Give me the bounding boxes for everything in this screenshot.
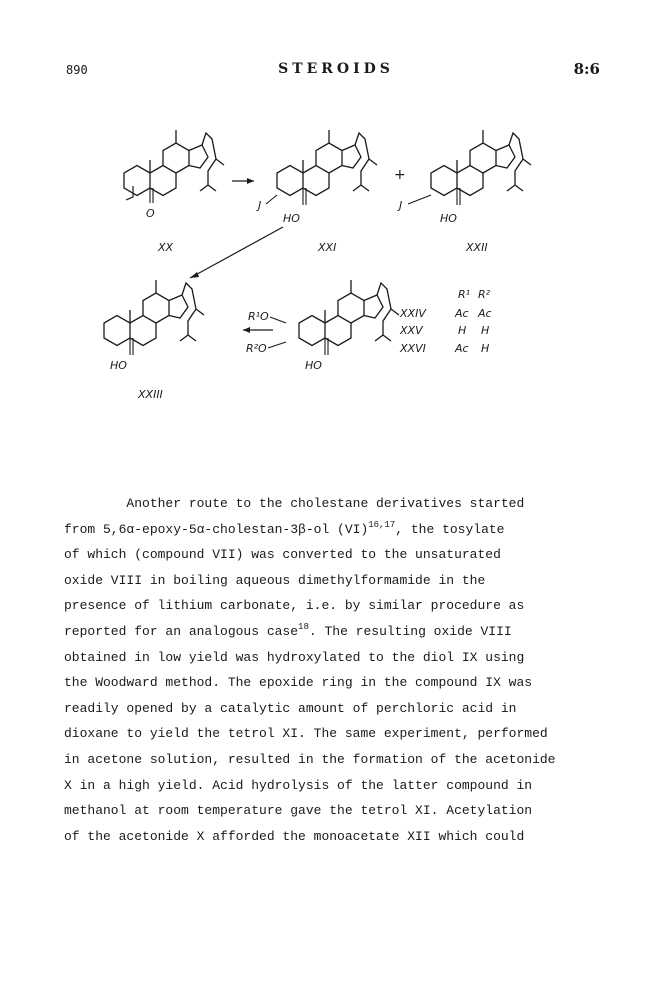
structure-xx	[124, 130, 224, 220]
structure-xxiv-xxvi	[246, 280, 399, 372]
text-line: X in a high yield. Acid hydrolysis of the latter compound in	[64, 777, 533, 793]
text-line: of the acetonide X afforded the monoacetate XII which could	[64, 828, 525, 844]
text-line: in acetone solution, resulted in the formation of the acetonide	[64, 751, 556, 767]
text-line-start: from 5,6α-epoxy-5α-cholestan-3β-ol (VI)	[64, 521, 369, 537]
text-line-end: , the tosylate	[395, 521, 505, 537]
text-line-end: . The resulting oxide VIII	[308, 623, 512, 639]
table-header-r2: R²	[478, 288, 491, 301]
table-row-r2: H	[481, 324, 490, 337]
text-line	[64, 517, 624, 543]
table-row-compound: XXIV	[400, 307, 426, 320]
label-ho-xxii: HO	[440, 212, 457, 225]
text-line-start: reported for an analogous case	[64, 623, 299, 639]
text-line: dioxane to yield the tetrol XI. The same experiment, performed	[64, 726, 548, 742]
text-line	[64, 619, 624, 645]
page-number: 890	[66, 63, 88, 77]
structure-xxi	[256, 130, 377, 225]
structure-xxiii	[104, 280, 204, 372]
label-r2o: R²O	[246, 342, 267, 355]
text-line: methanol at room temperature gave the tetrol XI. Acetylation	[64, 803, 533, 819]
table-header-r1: R¹	[458, 288, 471, 301]
label-ho-xxiii: HO	[110, 359, 127, 372]
table-row-r1: H	[458, 324, 467, 337]
compound-label-xxiii: XXIII	[138, 388, 163, 401]
table-row-r2: Ac	[478, 307, 492, 320]
text-line: presence of lithium carbonate, i.e. by similar procedure as	[64, 598, 525, 614]
compound-label-xxii: XXII	[466, 241, 488, 254]
label-ho-xxi: HO	[283, 212, 300, 225]
text-line: readily opened by a catalytic amount of perchloric acid in	[64, 700, 517, 716]
text-line: of which (compound VII) was converted to the unsaturated	[64, 547, 501, 563]
structure-xxii	[397, 130, 531, 225]
label-j-xxii: J	[399, 199, 403, 212]
body-paragraph	[64, 491, 624, 849]
table-row-r1: Ac	[455, 307, 469, 320]
label-j-xxi: J	[258, 199, 262, 212]
table-row-compound: XXVI	[400, 342, 426, 355]
label-ho-xxiv: HO	[305, 359, 322, 372]
text-line: Another route to the cholestane derivatives started	[64, 496, 525, 511]
reaction-scheme	[0, 0, 672, 430]
compound-label-xxi: XXI	[318, 241, 337, 254]
table-row-r2: H	[481, 342, 490, 355]
arrow-xxi-xxiii	[190, 227, 283, 278]
text-line: oxide VIII in boiling aqueous dimethylformamide in the	[64, 572, 486, 588]
citation-18: 18	[298, 621, 309, 632]
running-title: STEROIDS	[278, 61, 394, 77]
label-r1o: R¹O	[248, 310, 269, 323]
compound-label-xx: XX	[158, 241, 174, 254]
citation-16-17: 16,17	[368, 519, 396, 530]
text-line: the Woodward method. The epoxide ring in the compound IX was	[64, 675, 533, 691]
label-o-xx: O	[146, 207, 155, 220]
table-row-r1: Ac	[455, 342, 469, 355]
plus-sign: +	[394, 167, 406, 183]
table-row-compound: XXV	[400, 324, 423, 337]
text-line: obtained in low yield was hydroxylated to the diol IX using	[64, 649, 525, 665]
section-number: 8:6	[573, 60, 600, 78]
